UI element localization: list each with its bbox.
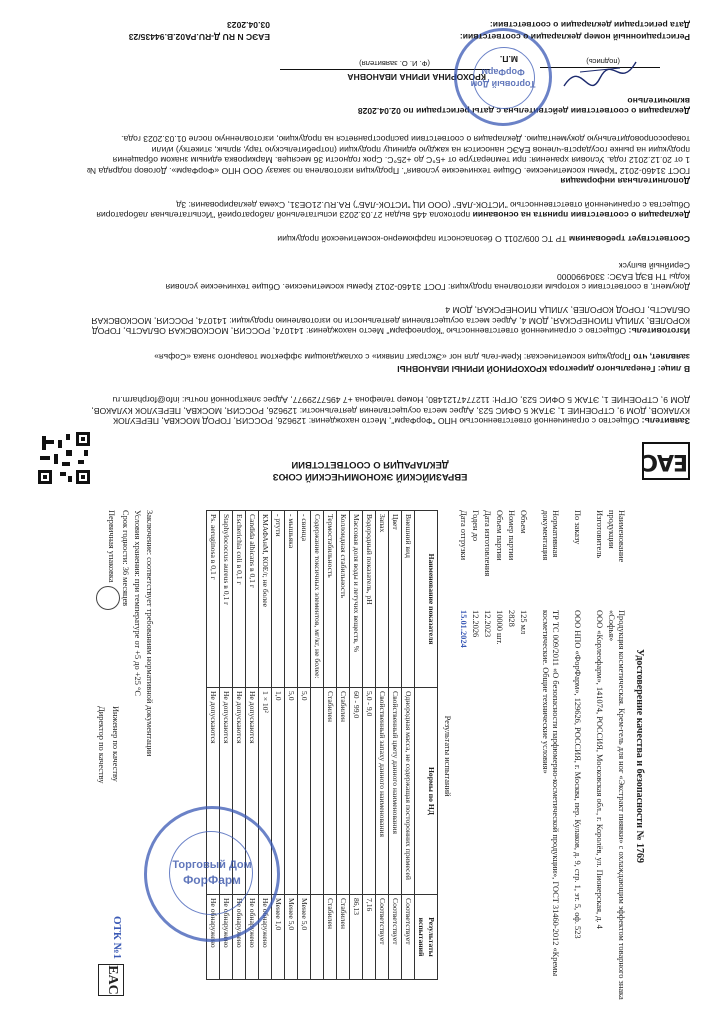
- document-title: ДЕКЛАРАЦИЯ О СООТВЕТСТВИИ: [291, 459, 449, 470]
- basis-text: протокола 445 выдан 27.03.2023 испытательной лабораторией "Испытательная лаборатория Общества с ограниченной ответственностью "ИСТОК-ЛАБ" (ООО ИЦ "ИСТОК-ЛАБ") RA.RU.21ОЕ31, Схема декларирования: 3д: [96, 199, 690, 220]
- table-cell: Менее 1,0: [272, 895, 285, 980]
- table-cell: - мышьяка: [285, 511, 298, 688]
- cert-row-value: ТР ТС 009/2011 «О безопасности парфюмерно-косметической продукции», ГОСТ 31460-2012 «Кремы косметические. Общие технические условия»: [541, 610, 560, 977]
- validity-tail: включительно: [627, 95, 690, 106]
- applicant-text: Общество с ограниченной ответственностью НПО "ФорФарм", Место нахождения: 129626, РОССИЯ, ГОРОД МОСКВА, ПЕРЕУЛОК КУЛАКОВ, ДОМ 9, СТРОЕНИЕ 1, ЭТАЖ 5 ОФИС 523, Адрес места осуществления деятельности: 129626, РОССИЯ, МОСКВА, ПЕРЕУЛОК КУЛАКОВ, ДОМ 9, СТРОЕНИЕ 1, ЭТАЖ 5 ОФИС 523, ОГРН: 1127747121480, Номер телефона +7 4957729977, Адрес электронной почты: info@forpharm.ru: [91, 395, 690, 426]
- table-cell: Свойственный запаху данного наименования: [376, 688, 389, 895]
- table-cell: 1 × 10²: [259, 688, 272, 895]
- reg-date-label: Дата регистрации декларации о соответствии:: [489, 20, 690, 30]
- company-stamp: [454, 28, 552, 126]
- signature-caption: (подпись): [586, 57, 620, 66]
- table-row: [285, 511, 298, 980]
- cert-row-value: 12.2026: [471, 610, 480, 638]
- table-cell: Escherichia coli в 0,1 г: [233, 511, 246, 688]
- table-cell: 86,13: [350, 895, 363, 980]
- table-cell: Коллоидная стабильность: [337, 511, 350, 688]
- table-header-cell: Нормы по НД: [415, 688, 438, 895]
- person-label: В лице:: [657, 364, 690, 374]
- table-cell: 7,16: [363, 895, 376, 980]
- table-cell: Водородный показатель, pH: [363, 511, 376, 688]
- table-cell: Не обнаружено: [233, 895, 246, 980]
- certificate-stamp: [144, 806, 280, 942]
- conforms-label: Соответствует требованиям: [568, 234, 690, 244]
- stamp-line1: Торговый Дом: [470, 79, 536, 89]
- serial-text: Серийный выпуск: [618, 261, 690, 272]
- cert-row-value: 15.01.2024: [459, 610, 468, 648]
- table-cell: 1,0: [272, 688, 285, 895]
- document-text: Документ, в соответствии с которым изготовлена продукция: ГОСТ 31460-2012 Кремы косметические. Общие технические условия: [165, 282, 690, 292]
- declares-text: Продукция косметическая: Крем-гель для ног «Экстракт пиявки» с охлаждающим эффектом товарного знака «Софья»: [154, 352, 631, 362]
- certificate-title: Удостоверение качества и безопасности № 1769: [634, 648, 645, 864]
- tnved-text: Коды ТН ВЭД ЕАЭС: 3304990000: [556, 271, 690, 282]
- cert-row-key: Дата отгрузки: [459, 510, 468, 561]
- table-cell: - ртути: [272, 511, 285, 688]
- cert-row-key: Объем партии: [495, 510, 504, 561]
- table-cell: Ps. aeruginosa в 0,1 г: [207, 511, 220, 688]
- conforms-block: [80, 234, 690, 244]
- table-cell: Цвет: [389, 511, 402, 688]
- person-block: [80, 364, 690, 374]
- conclusion-text: Заключение: соответствует требованиям нормативной документации: [145, 510, 154, 757]
- table-cell: Менее 5,0: [298, 895, 311, 980]
- basis-block: [80, 199, 690, 220]
- table-cell: Внешний вид: [402, 511, 415, 688]
- table-cell: - свинца: [298, 511, 311, 688]
- table-cell: 5,0 - 9,0: [363, 688, 376, 895]
- table-row: [272, 511, 285, 980]
- table-row: [389, 511, 402, 980]
- applicant-label: Заявитель:: [641, 416, 690, 426]
- stamp-line2: ФорФарм: [183, 873, 241, 887]
- signer-caption: (Ф. И. О. заявителя): [359, 59, 430, 68]
- table-cell: Свойственный цвету данного наименования: [389, 688, 402, 895]
- table-header-row: [415, 511, 438, 980]
- packaging-text: Первичная упаковка: [107, 510, 116, 583]
- reg-number: ЕАЭС N RU Д-RU.PA02.B.94435/23: [128, 32, 270, 42]
- cert-row-key: Изготовитель: [595, 510, 604, 559]
- table-cell: Не допускаются: [207, 688, 220, 895]
- manufacturer-text: Общество с ограниченной ответственностью "Корлеофарм" Место нахождения: 141074, РОССИЯ, МОСКОВСКАЯ ОБЛАСТЬ, ГОРОД КОРОЛЕВ, УЛИЦА ПИОНЕРСКАЯ, ДОМ 4, Адрес места осуществления деятельности по изготовлению продукции: 141074, РОССИЯ, МОСКОВСКАЯ ОБЛАСТЬ, ГОРОД КОРОЛЕВ, УЛИЦА ПИОНЕРСКАЯ, ДОМ 4: [91, 305, 690, 336]
- eac-mark-icon: EAC: [98, 964, 124, 996]
- table-row: [402, 511, 415, 980]
- validity-label: Декларация о соответствии действительна с даты регистрации по: [403, 106, 690, 116]
- table-cell: Candida albicans в 0,1 г: [246, 511, 259, 688]
- table-cell: Не обнаружено: [207, 895, 220, 980]
- validity-block: [80, 95, 690, 116]
- table-cell: Запах: [376, 511, 389, 688]
- conforms-text: ТР ТС 009/2011 О безопасности парфюмерно-косметической продукции: [277, 234, 567, 244]
- manufacturer-block: [80, 305, 690, 336]
- table-cell: Соответствует: [402, 895, 415, 980]
- shelf-life-text: Срок годности: 36 месяцев: [121, 510, 130, 607]
- basis-label: Декларация о соответствии принята на основании: [472, 210, 690, 220]
- extra-info-text: ГОСТ 31460-2012 "Кремы косметические. Общие технические условия". Продукция изготовлена по заказу ООО НПО «ФорФарм». Договор подряда № 1 от 20.12.2012 года. Условия хранения: при температуре от +5°С до +25°С. Срок годности 36 месяцев. Маркировка единым знаком обращения продукции на рынке государств-членов ЕАЭС наносится на каждую единицу продукции (потребительскую тару, ярлык, этикетку) и/или товаросопроводительную документацию. Декларация о соответствии распространяется на продукцию, изготовленную после 01.03.2023 года.: [86, 134, 690, 176]
- reg-date: 03.04.2023: [226, 20, 270, 30]
- table-cell: Соответствует: [376, 895, 389, 980]
- engineer-label: Инженер по качеству: [111, 706, 120, 782]
- cert-row-key: Нормативная документация: [541, 510, 560, 561]
- cert-row-value: ООО «Корлеофарм», 141074, РОССИЯ, Московская обл., г. Королёв, ул. Пионерская, д. 4: [595, 610, 604, 929]
- storage-text: Условия хранения: при температуре от +5 до +25 °С: [133, 510, 142, 696]
- table-cell: Стабилен: [324, 895, 337, 980]
- declares-block: [80, 352, 690, 362]
- reg-number-label: Регистрационный номер декларации о соответствии:: [459, 32, 690, 42]
- table-cell: Менее 5,0: [285, 895, 298, 980]
- manufacturer-label: Изготовитель:: [628, 326, 690, 336]
- stamp-line2: ФорФарм: [481, 67, 525, 77]
- table-cell: [311, 688, 324, 895]
- table-cell: Не допускаются: [220, 688, 233, 895]
- cert-row-value: 10000 шт.: [495, 610, 504, 645]
- table-row: [298, 511, 311, 980]
- director-label: Директор по качеству: [97, 706, 106, 784]
- extra-info-block: [80, 134, 690, 186]
- stamp-line1: Торговый Дом: [172, 859, 252, 871]
- table-header-cell: Наименование показателя: [415, 511, 438, 688]
- extra-info-label: Дополнительная информация: [560, 176, 690, 186]
- cert-row-key: По заказу: [573, 510, 582, 545]
- cert-row-key: Наименование продукции: [607, 510, 626, 563]
- table-cell: Не обнаружено: [259, 895, 272, 980]
- recycle-icon: [96, 586, 120, 610]
- table-cell: Однородная масса, не содержащая посторонних примесей: [402, 688, 415, 895]
- table-cell: Содержание токсичных элементов, мг/кг, не более:: [311, 511, 324, 688]
- table-cell: Стабилен: [337, 688, 350, 895]
- declaration-header: [220, 458, 520, 482]
- cert-row-key: Дата изготовления: [483, 510, 492, 577]
- table-cell: Не допускаются: [246, 688, 259, 895]
- declares-label: заявляет, что: [633, 352, 690, 362]
- table-cell: КМАФАнМ, КОЕ/г, не более: [259, 511, 272, 688]
- table-cell: Не обнаружено: [246, 895, 259, 980]
- validity-date: 02.04.2028: [357, 106, 401, 116]
- qr-code-icon: [38, 432, 90, 484]
- table-header-cell: Результаты испытаний: [415, 895, 438, 980]
- cert-row-value: 12.2023: [483, 610, 492, 638]
- cert-row-value: 125 мл: [519, 610, 528, 635]
- cert-row-key: Объем: [519, 510, 528, 534]
- quality-certificate-page: [90, 496, 650, 1016]
- table-cell: Стабилен: [337, 895, 350, 980]
- cert-row-key: Номер партии: [507, 510, 516, 561]
- person-text: Генерального директора КРОХОРИНОЙ ИРИНЫ ИВАНОВНЫ: [397, 364, 656, 374]
- cert-row-key: Годен до: [471, 510, 480, 542]
- table-row: [350, 511, 363, 980]
- table-row: [337, 511, 350, 980]
- eac-mark-icon: EAC: [642, 442, 690, 480]
- cert-row-value: ООО НПО «ФорФарм», 129626, РОССИЯ, г. Москва, пер. Кулаков, д. 9, стр. 1, эт. 5, оф. 523: [573, 610, 582, 939]
- table-cell: Массовая доля воды и летучих веществ, %: [350, 511, 363, 688]
- cert-row-value: Продукция косметическая. Крем-гель для ног «Экстракт пиявки» с охлаждающим эффектом товарного знака «Софья»: [607, 610, 626, 1000]
- results-title: Результаты испытаний: [443, 715, 452, 797]
- applicant-block: [80, 395, 690, 426]
- table-cell: 60 - 99,0: [350, 688, 363, 895]
- table-cell: Стабилен: [324, 688, 337, 895]
- document-block: [80, 261, 690, 292]
- mp-label: М.П.: [499, 54, 518, 64]
- table-cell: Соответствует: [389, 895, 402, 980]
- otk-stamp: ОТК №1: [111, 916, 123, 960]
- signer-name: КРОХОРИНА ИРИНА ИВАНОВНА: [347, 72, 486, 82]
- table-row: [376, 511, 389, 980]
- union-title: ЕВРАЗИЙСКИЙ ЭКОНОМИЧЕСКИЙ СОЮЗ: [272, 471, 468, 482]
- cert-row-value: 2828: [507, 610, 516, 627]
- table-cell: 5,0: [285, 688, 298, 895]
- table-cell: Staphylococcus aureus в 0,1 г: [220, 511, 233, 688]
- table-cell: [311, 895, 324, 980]
- table-row: [363, 511, 376, 980]
- table-cell: 5,0: [298, 688, 311, 895]
- table-row: [311, 511, 324, 980]
- table-cell: Термостабильность: [324, 511, 337, 688]
- table-cell: Не допускаются: [233, 688, 246, 895]
- table-row: [324, 511, 337, 980]
- table-cell: Не обнаружено: [220, 895, 233, 980]
